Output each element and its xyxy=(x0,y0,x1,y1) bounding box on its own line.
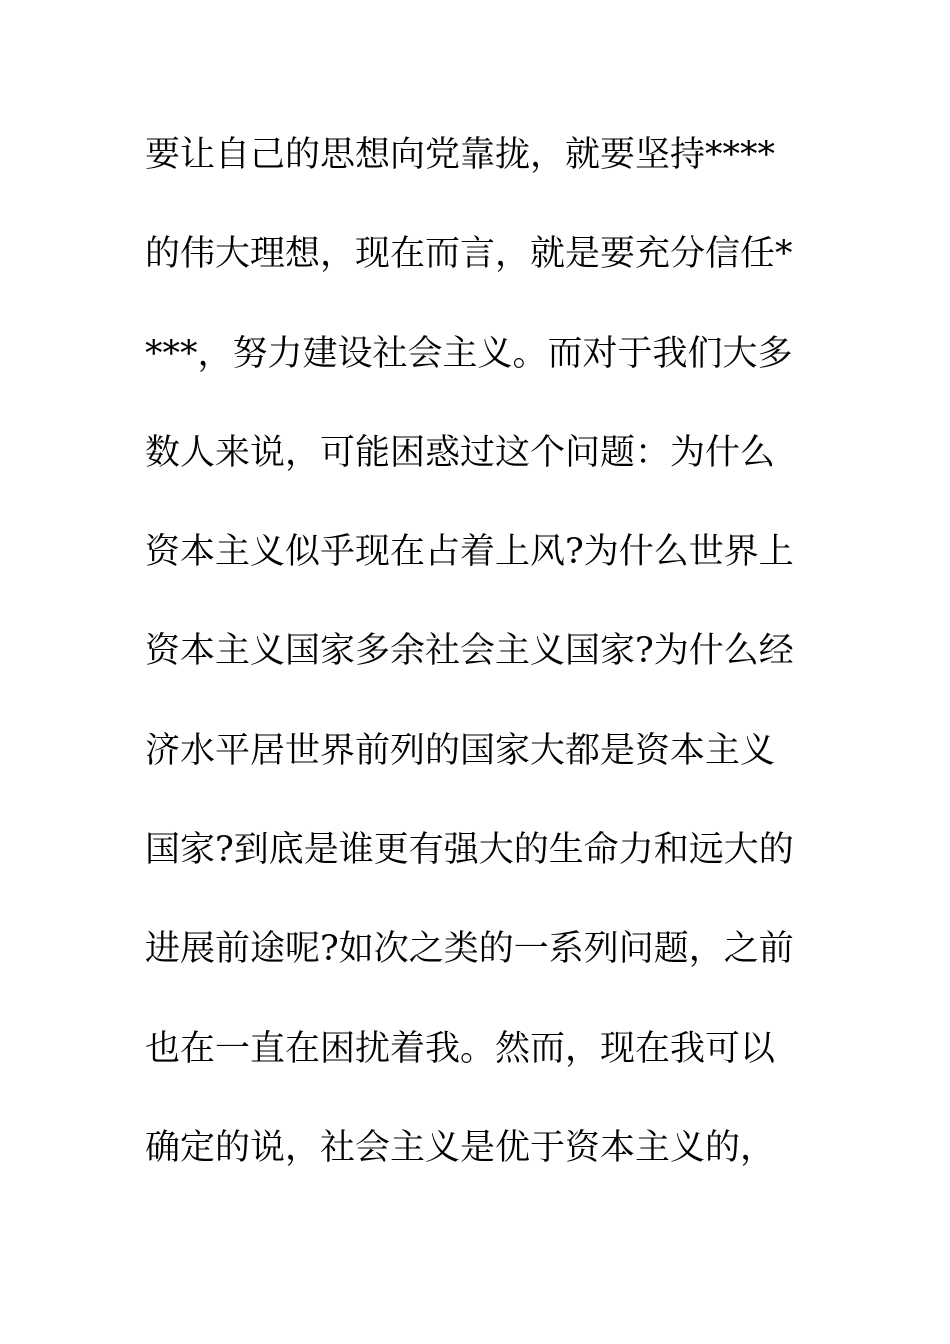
text-line: ***，努力建设社会主义。而对于我们大多 xyxy=(145,333,793,374)
body-paragraph xyxy=(145,129,835,1221)
text-line: 资本主义国家多余社会主义国家?为什么经 xyxy=(145,631,794,672)
text-line: 数人来说，可能困惑过这个问题：为什么 xyxy=(145,432,776,473)
text-line: 的伟大理想，现在而言，就是要充分信任* xyxy=(145,234,793,275)
text-line: 国家?到底是谁更有强大的生命力和远大的 xyxy=(145,830,794,871)
text-line: 也在一直在困扰着我。然而，现在我可以 xyxy=(145,1028,776,1069)
text-line: 要让自己的思想向党靠拢，就要坚持**** xyxy=(145,135,776,175)
text-line: 资本主义似乎现在占着上风?为什么世界上 xyxy=(145,532,794,573)
text-line: 确定的说，社会主义是优于资本主义的， xyxy=(145,1127,776,1168)
text-line: 济水平居世界前列的国家大都是资本主义 xyxy=(145,730,776,771)
text-line: 进展前途呢?如次之类的一系列问题，之前 xyxy=(145,929,794,970)
